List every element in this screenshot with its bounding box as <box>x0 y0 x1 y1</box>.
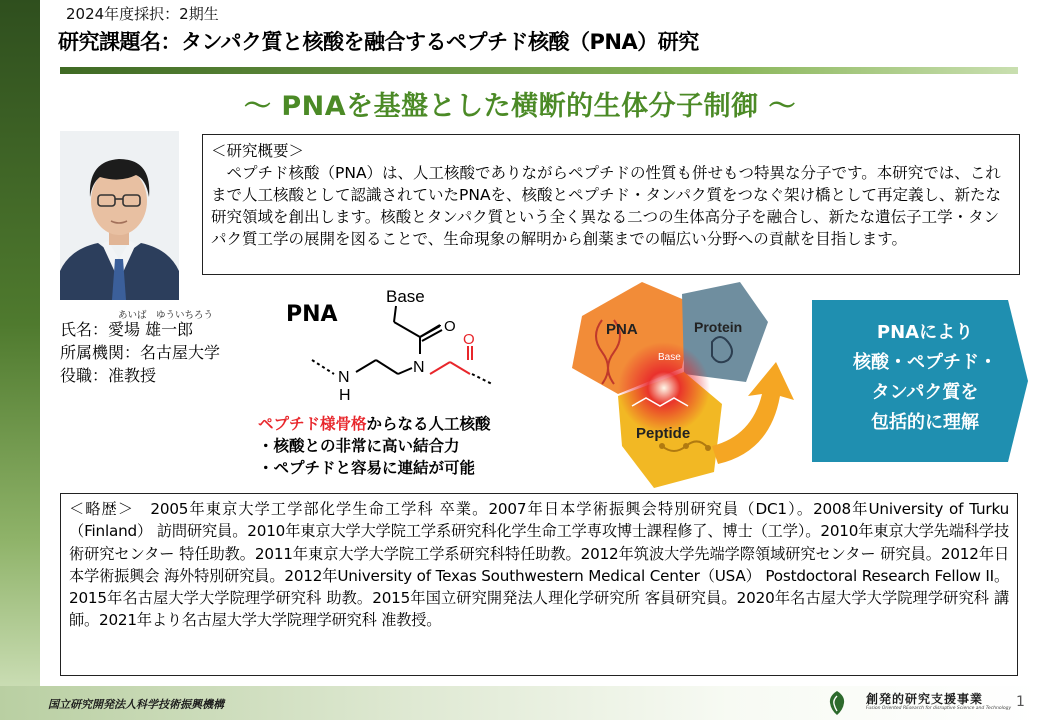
program-logo-icon <box>826 690 848 716</box>
pna-fusion-graphic <box>562 276 824 498</box>
pna-structure-diagram <box>300 282 510 412</box>
callout-line-4: 包括的に理解 <box>871 412 979 433</box>
base-label: Base <box>386 287 425 306</box>
pna-bullet-2: ・ペプチドと容易に連結が可能 <box>258 459 476 477</box>
puzzle-protein-label: Protein <box>694 319 743 335</box>
career-history-box: ＜略歴＞ 2005年東京大学工学部化学生命工学科 卒業。2007年日本学術振興会特別研究員（DC1）。2008年University of Turku（Finland） 訪問研究員。2010年東京大学大学院工学系研究科化学生命工学専攻博士課程修了、博士（工学）。2010年東京大学先端科学技術研究センター 特任助教。2011年東京大学大学院工学系研究科特任助教。2012年筑波大学先端学際領域研究センター 研究員。2012年日本学術振興会 海外特別研究員。2012年University of Texas Southwestern Medical Center（USA） Postdoctoral Research Fellow II。2015年名古屋大学大学院理学研究科 助教。2015年国立研究開発法人理化学研究所 客員研究員。2020年名古屋大学大学院理学研究科 講師。2021年より名古屋大学大学院理学研究科 准教授。 <box>60 493 1018 676</box>
footer-program-english: Fusion Oriented REsearch for disruptive Science and Technology <box>866 706 1012 711</box>
pna-desc-rest: からなる人工核酸 <box>366 415 491 433</box>
callout-line-2: 核酸・ペプチド・ <box>853 352 997 373</box>
puzzle-peptide-label: Peptide <box>636 425 691 442</box>
researcher-position: 役職：准教授 <box>60 366 157 385</box>
pna-description <box>258 413 491 479</box>
overview-body: ペプチド核酸（PNA）は、人工核酸でありながらペプチドの性質も併せもつ特異な分子です。本研究では、これまで人工核酸として認識されていたPNAを、核酸とペプチド・タンパク質をつなぐ架け橋として再定義し、新たな研究領域を創出します。核酸とタンパク質という全く異なる二つの生体高分子を融合し、新たな遺伝子工学・タンパク質工学の展開を図ることで、生命現象の解明から創薬までの幅広い分野への貢献を目指します。 <box>211 164 1001 248</box>
overview-heading: ＜研究概要＞ <box>211 142 305 160</box>
footer-organization: 国立研究開発法人科学技術振興機構 <box>48 698 224 711</box>
puzzle-base-label: Base <box>658 352 681 363</box>
puzzle-pna-label: PNA <box>606 321 638 338</box>
footer-program-name: 創発的研究支援事業 <box>866 692 984 706</box>
pna-desc-accent: ペプチド様骨格 <box>258 415 367 433</box>
pna-label: PNA <box>286 302 338 327</box>
adoption-year: 2024年度採択：2期生 <box>66 5 219 23</box>
conclusion-callout-text <box>832 318 1018 438</box>
researcher-name: 氏名：愛場 雄一郎 <box>60 320 194 339</box>
callout-line-3: タンパク質を <box>871 382 979 403</box>
researcher-photo <box>60 131 179 300</box>
researcher-affiliation: 所属機関：名古屋大学 <box>60 343 221 362</box>
n-atom-label: N <box>413 359 425 376</box>
subtitle: ～ PNAを基盤とした横断的生体分子制御 ～ <box>243 91 797 122</box>
project-title: 研究課題名：タンパク質と核酸を融合するペプチド核酸（PNA）研究 <box>58 30 699 54</box>
profile-block <box>60 318 220 387</box>
nh-h-label: H <box>339 387 351 404</box>
backbone-o-label: O <box>463 331 475 348</box>
callout-line-1: PNAにより <box>876 322 974 343</box>
title-divider-bar <box>60 67 1018 74</box>
research-overview-box <box>202 134 1020 275</box>
page-number: 1 <box>1016 694 1025 710</box>
carbonyl-o-label: O <box>444 318 456 335</box>
nh-n-label: N <box>338 369 350 386</box>
pna-bullet-1: ・核酸との非常に高い結合力 <box>258 437 460 455</box>
name-ruby: あいば ゆういちろう <box>118 310 214 321</box>
